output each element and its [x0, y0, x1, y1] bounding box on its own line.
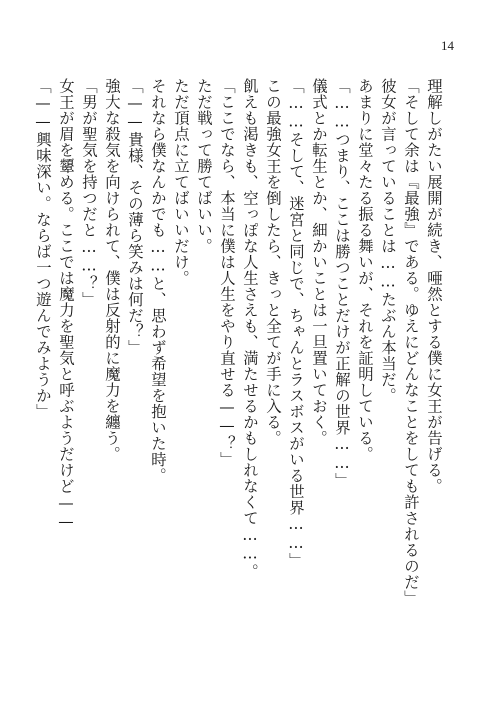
text-line: あまりに堂々たる振る舞いが、それを証明している。	[356, 78, 374, 462]
text-line: 「——興味深い。ならば一つ遊んでみようか」	[34, 78, 52, 420]
text-line: 「……そして、迷宮と同じで、ちゃんとラスボスがいる世界……」	[287, 78, 305, 569]
text-line: ただ頂点に立てばいいだけ。	[172, 78, 190, 286]
text-line: 飢えも渇きも、空っぽな人生さえも、満たせるかもしれなくて……。	[241, 78, 259, 580]
text-line: 「男が聖気を持つだと……？」	[80, 78, 98, 308]
text-line: それなら僕なんかでも……と、思わず希望を抱いた時。	[149, 78, 167, 484]
text-line: 「——貴様、その薄ら笑みは何だ？」	[126, 78, 144, 356]
text-line: 女王が眉を顰める。ここでは魔力を聖気と呼ぶようだけど——	[57, 78, 75, 532]
text-line: 儀式とか転生とか、細かいことは一旦置いておく。	[310, 78, 328, 446]
text-line: ただ戦って勝てばいい。	[195, 78, 213, 254]
vertical-text-body	[31, 78, 445, 688]
text-line: 「……つまり、ここは勝つことだけが正解の世界……」	[333, 78, 351, 489]
text-line: 彼女が言っていることは……たぶん本当だ。	[379, 78, 397, 404]
text-line: 強大な殺気を向けられて、僕は反射的に魔力を纏う。	[103, 78, 121, 462]
text-line: 「ここでなら、本当に僕は人生をやり直せる——？」	[218, 78, 236, 468]
text-line: 「そして余は『最強』である。ゆえにどんなことをしても許されるのだ」	[402, 78, 420, 606]
text-line: 理解しがたい展開が続き、唖然とする僕に女王が告げる。	[425, 78, 443, 494]
text-line: この最強女王を倒したら、きっと全てが手に入る。	[264, 78, 282, 446]
page-number: 14	[441, 38, 454, 53]
